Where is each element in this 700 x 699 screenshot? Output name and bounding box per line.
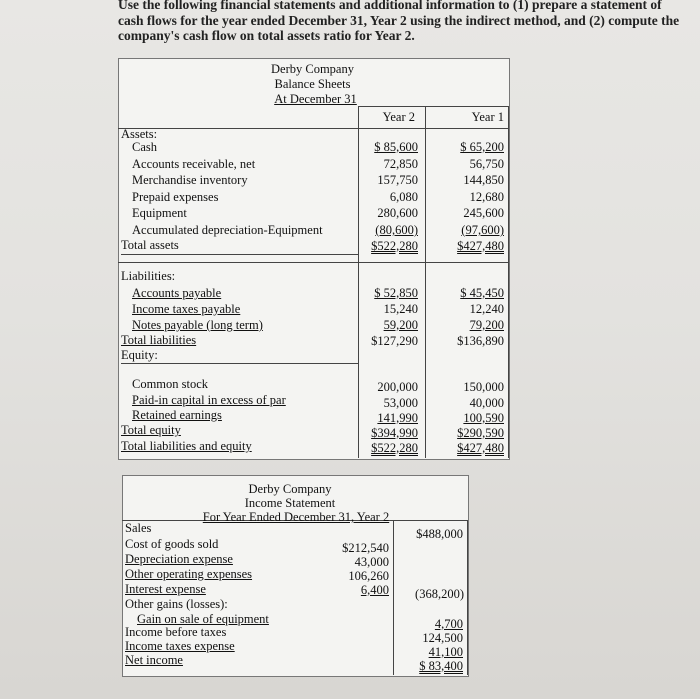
equity-y2: 200,000 (377, 380, 418, 394)
total-liabilities-y2: $127,290 (371, 334, 418, 348)
bs-divider-2 (425, 106, 426, 458)
liability-y2: 15,240 (383, 302, 418, 316)
bs-date: At December 31 (274, 92, 357, 106)
liability-y1: $ 45,450 (460, 286, 504, 300)
bs-divider-3 (508, 106, 509, 458)
expense-label: Depreciation expense (125, 552, 233, 566)
is-divider-1 (393, 520, 394, 675)
liability-label: Accounts payable (132, 286, 222, 300)
expense-label: Other operating expenses (125, 567, 253, 581)
asset-y2: (80,600) (375, 223, 418, 237)
equity-heading: Equity: (121, 348, 158, 362)
equity-y2: 141,990 (377, 411, 418, 425)
total-assets-label: Total assets (121, 238, 179, 252)
expense-amount: $212,540 (342, 541, 389, 555)
bs-company: Derby Company (271, 62, 354, 76)
bs-divider-1 (358, 106, 359, 458)
is-company: Derby Company (248, 482, 332, 496)
liabilities-heading: Liabilities: (121, 269, 176, 283)
income-taxes-label: Income taxes expense (125, 639, 235, 653)
expenses-total: (368,200) (415, 587, 464, 601)
asset-label: Cash (132, 140, 157, 154)
is-period: For Year Ended December 31, Year 2 (202, 510, 390, 524)
equity-y1: 150,000 (463, 380, 504, 394)
income-before-taxes-label: Income before taxes (125, 625, 227, 639)
equity-y2: 53,000 (383, 396, 418, 410)
asset-y1: 12,680 (469, 190, 504, 204)
liability-y1: 79,200 (469, 318, 504, 332)
total-assets-y1: $427,480 (457, 239, 504, 253)
liability-label: Notes payable (long term) (132, 318, 263, 332)
expense-label: Interest expense (125, 582, 206, 596)
asset-y1: $ 65,200 (460, 140, 504, 154)
asset-y1: 144,850 (463, 173, 504, 187)
total-le-label: Total liabilities and equity (121, 439, 252, 453)
bs-header-line (358, 106, 508, 107)
asset-y2: $ 85,600 (374, 140, 418, 154)
asset-label: Accumulated depreciation-Equipment (132, 223, 323, 237)
income-taxes-amount: 41,100 (428, 645, 463, 659)
bs-header-bottom (118, 128, 508, 129)
expense-amount: 106,260 (348, 569, 389, 583)
bs-title: Balance Sheets (274, 77, 351, 91)
assets-rule (121, 254, 358, 255)
total-le-y1: $427,480 (457, 441, 504, 455)
assets-heading: Assets: (121, 127, 158, 141)
asset-y2: 72,850 (383, 157, 418, 171)
sales-label: Sales (125, 521, 152, 535)
other-gains-heading: Other gains (losses): (125, 597, 228, 611)
asset-label: Prepaid expenses (132, 190, 219, 204)
equity-label: Common stock (132, 377, 209, 391)
total-liabilities-label: Total liabilities (121, 333, 197, 347)
gain-label: Gain on sale of equipment (137, 612, 269, 626)
asset-y2: 6,080 (389, 190, 418, 204)
net-income-label: Net income (125, 653, 183, 667)
bs-section-rule (118, 262, 508, 263)
asset-y1: (97,600) (461, 223, 504, 237)
liability-label: Income taxes payable (132, 302, 241, 316)
total-equity-label: Total equity (121, 423, 181, 437)
liability-y2: 59,200 (383, 318, 418, 332)
bs-col-year1: Year 1 (471, 110, 504, 124)
total-le-y2: $522,280 (371, 441, 418, 455)
asset-y2: 280,600 (377, 206, 418, 220)
liability-y2: $ 52,850 (374, 286, 418, 300)
total-equity-y2: $394,990 (371, 426, 418, 440)
equity-y1: 40,000 (469, 396, 504, 410)
asset-label: Equipment (132, 206, 187, 220)
income-before-taxes-amount: 124,500 (422, 631, 463, 645)
equity-label: Paid-in capital in excess of par (132, 393, 286, 407)
expense-amount: 43,000 (354, 555, 389, 569)
equity-y1: 100,590 (463, 411, 504, 425)
equity-label: Retained earnings (132, 408, 222, 422)
sales-amount: $488,000 (416, 527, 463, 541)
question-text: Use the following financial statements and additional information to (1) prepare a statement of cash flows for the year ended December 31, Year 2 using the indirect method, and (2) compute the company's cash flow on total assets ratio for Year 2. (118, 0, 680, 43)
gain-amount: 4,700 (434, 617, 463, 631)
asset-label: Merchandise inventory (132, 173, 248, 187)
bs-col-year2: Year 2 (382, 110, 415, 124)
asset-y1: 245,600 (463, 206, 504, 220)
net-income-amount: $ 83,400 (419, 659, 463, 673)
liability-y1: 12,240 (469, 302, 504, 316)
total-equity-y1: $290,590 (457, 426, 504, 440)
total-liabilities-y1: $136,890 (457, 334, 504, 348)
asset-y1: 56,750 (469, 157, 504, 171)
total-assets-y2: $522,280 (371, 239, 418, 253)
expense-label: Cost of goods sold (125, 537, 219, 551)
asset-y2: 157,750 (377, 173, 418, 187)
is-divider-2 (467, 520, 468, 675)
is-title: Income Statement (244, 496, 336, 510)
equity-rule (121, 363, 358, 364)
expense-amount: 6,400 (360, 583, 389, 597)
asset-label: Accounts receivable, net (132, 157, 256, 171)
